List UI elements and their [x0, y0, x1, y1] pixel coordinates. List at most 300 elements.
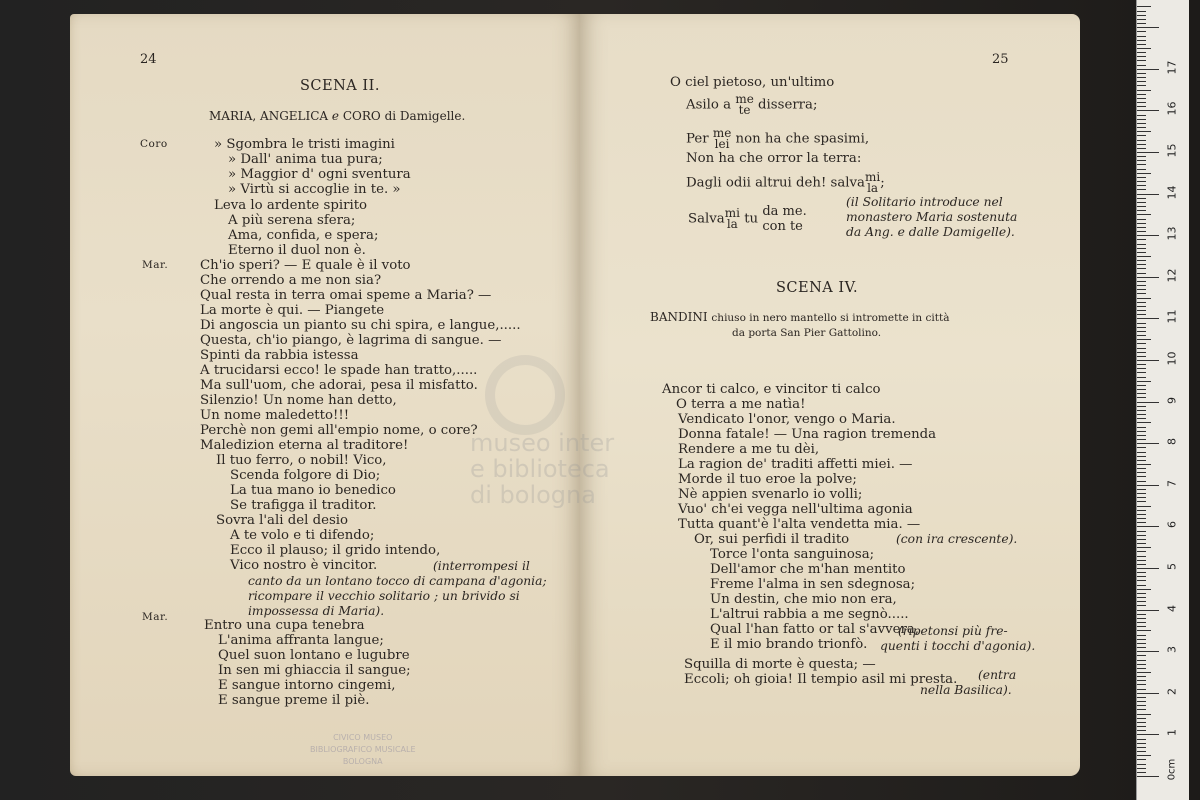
verse-line: E sangue intorno cingemi, [218, 678, 396, 693]
ruler-tick [1137, 52, 1146, 53]
verse-line: Eccoli; oh gioia! Il tempio asil mi presta. [684, 672, 958, 687]
ruler-tick [1137, 44, 1146, 45]
ruler-tick [1137, 647, 1146, 648]
ruler-tick [1137, 672, 1151, 673]
verse-line: Perchè non gemi all'empio nome, o core? [200, 423, 478, 438]
ruler-tick [1137, 743, 1146, 744]
subtitle-text: chiuso in nero mantello si intromette in città [711, 312, 950, 324]
ruler-tick [1137, 356, 1146, 357]
verse-fragment: Salva [688, 211, 725, 227]
stamp-line: BOLOGNA [342, 757, 383, 766]
ruler-number: 13 [1165, 226, 1179, 241]
verse-line: Ama, confida, e spera; [228, 228, 379, 243]
verse-line: Nè appien svenarlo io volli; [678, 487, 863, 502]
ruler-tick [1137, 684, 1146, 685]
ruler-tick [1137, 464, 1151, 465]
verse-line: Silenzio! Un nome han detto, [200, 393, 397, 408]
ruler-tick [1137, 318, 1159, 319]
ruler-tick [1137, 531, 1146, 532]
verse-fragment: Dagli odii altrui deh! salva [686, 175, 865, 191]
ruler-tick [1137, 314, 1146, 315]
ruler-tick [1137, 202, 1146, 203]
ruler-tick [1137, 81, 1146, 82]
library-stamp [310, 732, 416, 768]
verse-line: L'altrui rabbia a me segnò..... [710, 607, 909, 622]
ruler-tick [1137, 501, 1146, 502]
alt-word: da me. [762, 204, 807, 219]
ruler-tick [1137, 235, 1159, 236]
ruler-number: 6 [1165, 521, 1179, 529]
ruler-tick [1137, 372, 1146, 373]
ruler-tick [1137, 734, 1159, 735]
ruler-tick [1137, 210, 1146, 211]
ruler-tick [1137, 447, 1146, 448]
ruler-tick [1137, 485, 1159, 486]
ruler-tick [1137, 352, 1146, 353]
ruler-tick [1137, 452, 1146, 453]
verse-line: Un destin, che mio non era, [710, 592, 897, 607]
verse-line: E il mio brando trionfò. [710, 637, 868, 652]
verse-line: Or, sui perfidi il tradito [694, 532, 850, 547]
verse-line: Di angoscia un pianto su chi spira, e langue,..... [200, 318, 521, 333]
ruler-tick [1137, 526, 1159, 527]
ruler-tick [1137, 260, 1146, 261]
ruler-tick [1137, 585, 1146, 586]
ruler-tick [1137, 493, 1146, 494]
alternate-words [865, 172, 880, 194]
ruler-tick [1137, 776, 1159, 777]
ruler-tick [1137, 651, 1159, 652]
verse-line: Vico nostro è vincitor. [230, 558, 378, 573]
characters-heading [209, 109, 465, 123]
ruler-tick [1137, 339, 1151, 340]
ruler-tick [1137, 689, 1146, 690]
stage-direction: (entra [978, 668, 1017, 682]
verse-line: A te volo e ti difendo; [230, 528, 375, 543]
ruler-tick [1137, 705, 1146, 706]
ruler-tick [1137, 156, 1146, 157]
ruler-tick [1137, 106, 1146, 107]
ruler-tick [1137, 739, 1146, 740]
ruler-tick [1137, 435, 1146, 436]
ruler-tick [1137, 231, 1146, 232]
verse-line: Torce l'onta sanguinosa; [710, 547, 875, 562]
ruler-tick [1137, 556, 1146, 557]
verse-line: Squilla di morte è questa; — [684, 657, 876, 672]
ruler-number: 14 [1165, 185, 1179, 200]
verse-line: Scenda folgore di Dio; [230, 468, 381, 483]
right-page [580, 14, 1080, 776]
ruler-tick [1137, 655, 1146, 656]
ruler-tick [1137, 622, 1146, 623]
ruler-tick [1137, 597, 1146, 598]
ruler-tick [1137, 144, 1146, 145]
alt-word: te [738, 103, 751, 117]
verse-fragment: tu [744, 211, 759, 227]
ruler-number: 16 [1165, 101, 1179, 116]
ruler-tick [1137, 522, 1146, 523]
watermark-line: museo inter [470, 429, 615, 457]
ruler-tick [1137, 343, 1146, 344]
ruler-tick [1137, 48, 1151, 49]
ruler-number: 15 [1165, 143, 1179, 158]
verse-line: Dell'amor che m'han mentito [710, 562, 906, 577]
ruler-tick [1137, 302, 1146, 303]
ruler-tick [1137, 714, 1151, 715]
ruler-tick [1137, 360, 1159, 361]
verse-line: In sen mi ghiaccia il sangue; [218, 663, 411, 678]
ruler-tick [1137, 560, 1146, 561]
ruler-tick [1137, 173, 1151, 174]
alt-word: me [712, 126, 732, 140]
ruler-tick [1137, 73, 1146, 74]
ruler-tick [1137, 481, 1146, 482]
ruler-tick [1137, 660, 1146, 661]
ruler-number: 17 [1165, 60, 1179, 75]
ruler-tick [1137, 331, 1146, 332]
verse-line [686, 128, 869, 150]
verse-line: Ma sull'uom, che adorai, pesa il misfatto. [200, 378, 478, 393]
verse-line: Qual resta in terra omai speme a Maria? — [200, 288, 492, 303]
ruler-number: 4 [1165, 604, 1179, 612]
ruler-tick [1137, 460, 1146, 461]
verse-line: L'anima affranta langue; [218, 633, 384, 648]
ruler-tick [1137, 36, 1146, 37]
stage-direction: nella Basilica). [920, 683, 1012, 697]
scene-subtitle [650, 310, 949, 324]
alt-word: con te [762, 219, 803, 234]
ruler-tick [1137, 6, 1151, 7]
ruler-tick [1137, 414, 1146, 415]
ruler-tick [1137, 335, 1146, 336]
ruler-tick [1137, 668, 1146, 669]
ruler-tick [1137, 69, 1159, 70]
ruler-tick [1137, 514, 1146, 515]
ruler-tick [1137, 543, 1146, 544]
ruler-tick [1137, 40, 1146, 41]
ruler-tick [1137, 510, 1146, 511]
verse-line: Che orrendo a me non sia? [200, 273, 382, 288]
ruler-number: 1 [1165, 729, 1179, 737]
ruler-tick [1137, 630, 1151, 631]
verse-line: Maledizion eterna al traditore! [200, 438, 409, 453]
character-name: BANDINI [650, 310, 708, 324]
ruler-tick [1137, 15, 1146, 16]
ruler-tick [1137, 264, 1146, 265]
ruler-tick [1137, 389, 1146, 390]
verse-line: » Sgombra le tristi imagini [214, 137, 395, 152]
verse-fragment: non ha che spasimi, [735, 131, 870, 147]
ruler-tick [1137, 718, 1146, 719]
verse-line: La ragion de' traditi affetti miei. — [678, 457, 913, 472]
verse-line: Quel suon lontano e lugubre [218, 648, 410, 663]
verse-line: Vuo' ch'ei vegga nell'ultima agonia [678, 502, 913, 517]
verse-line: Il tuo ferro, o nobil! Vico, [216, 453, 387, 468]
speaker-mar: Mar. [142, 259, 169, 271]
verse-line: O terra a me natìa! [676, 397, 806, 412]
stage-direction: (ripetonsi più fre- [898, 624, 1008, 638]
ruler-tick [1137, 189, 1146, 190]
ruler-tick [1137, 397, 1146, 398]
ruler-tick [1137, 214, 1151, 215]
ruler-number: 7 [1165, 479, 1179, 487]
stage-direction: ricompare il vecchio solitario ; un brivido si [248, 589, 520, 603]
ruler-tick [1137, 223, 1146, 224]
ruler-tick [1137, 23, 1146, 24]
ruler-tick [1137, 90, 1151, 91]
stage-direction: canto da un lontano tocco di campana d'agonia; [248, 574, 547, 588]
verse-line: Donna fatale! — Una ragion tremenda [678, 427, 937, 442]
ruler-tick [1137, 747, 1146, 748]
ruler-tick [1137, 476, 1146, 477]
alt-word: lei [714, 137, 730, 151]
ruler-tick [1137, 626, 1146, 627]
ruler-tick [1137, 751, 1146, 752]
ruler-tick [1137, 239, 1146, 240]
ruler-tick [1137, 285, 1146, 286]
watermark-text [470, 430, 614, 508]
ruler-tick [1137, 181, 1146, 182]
verse-line: A trucidarsi ecco! le spade han tratto,..... [200, 363, 478, 378]
ruler-tick [1137, 427, 1146, 428]
ruler-tick [1137, 406, 1146, 407]
ruler-tick [1137, 593, 1146, 594]
ruler-tick [1137, 219, 1146, 220]
scene-title-right: SCENA IV. [776, 280, 859, 296]
stage-direction: (con ira crescente). [896, 532, 1018, 546]
watermark-line: e biblioteca [470, 455, 610, 483]
stage-direction: quenti i tocchi d'agonia). [880, 639, 1036, 653]
alt-word: mi [724, 206, 740, 220]
ruler-tick [1137, 293, 1146, 294]
ruler-tick [1137, 468, 1146, 469]
verse-fragment: ; [880, 175, 885, 191]
ruler-tick [1137, 248, 1146, 249]
ruler-tick [1137, 576, 1146, 577]
ruler-number: 8 [1165, 438, 1179, 446]
page-number-left: 24 [140, 52, 157, 67]
page-number-right: 25 [992, 52, 1009, 67]
verse-line: Eterno il duol non è. [228, 243, 366, 258]
alt-word: la [726, 217, 738, 231]
ruler-tick [1137, 680, 1146, 681]
stage-direction: da Ang. e dalle Damigelle). [846, 225, 1015, 239]
verse-line: Sovra l'ali del desio [216, 513, 349, 528]
ruler-tick [1137, 755, 1151, 756]
ruler-tick [1137, 568, 1159, 569]
ruler-tick [1137, 85, 1146, 86]
ruler-tick [1137, 19, 1146, 20]
ruler-tick [1137, 281, 1146, 282]
verse-line: Un nome maledetto!!! [200, 408, 350, 423]
verse-line: O ciel pietoso, un'ultimo [670, 75, 835, 90]
ruler-tick [1137, 443, 1159, 444]
ruler-tick [1137, 759, 1146, 760]
verse-line: Ecco il plauso; il grido intendo, [230, 543, 441, 558]
ruler-tick [1137, 131, 1151, 132]
ruler-tick [1137, 676, 1146, 677]
ruler-tick [1137, 693, 1159, 694]
ruler-tick [1137, 306, 1146, 307]
ruler-tick [1137, 127, 1146, 128]
ruler-tick [1137, 65, 1146, 66]
characters-names: MARIA, ANGELICA [209, 109, 329, 123]
ruler-number: 11 [1165, 309, 1179, 324]
verse-line: » Maggior d' ogni sventura [228, 167, 411, 182]
ruler-tick [1137, 664, 1146, 665]
ruler-number: 3 [1165, 646, 1179, 654]
verse-line: La tua mano io benedico [230, 483, 396, 498]
verse-line: Ch'io speri? — E quale è il voto [200, 258, 411, 273]
ruler-tick [1137, 256, 1151, 257]
alternate-words [762, 204, 806, 234]
ruler-tick [1137, 572, 1146, 573]
ruler-number: 9 [1165, 396, 1179, 404]
ruler-tick [1137, 273, 1146, 274]
ruler-tick [1137, 589, 1151, 590]
ruler-tick [1137, 327, 1146, 328]
ruler-tick [1137, 310, 1146, 311]
ruler-tick [1137, 402, 1159, 403]
ruler-tick [1137, 11, 1146, 12]
watermark-line: di bologna [470, 481, 596, 509]
ruler-tick [1137, 135, 1146, 136]
ruler-tick [1137, 206, 1146, 207]
verse-line [688, 204, 807, 234]
ruler-tick [1137, 418, 1146, 419]
verse-line: Questa, ch'io piango, è lagrima di sangue. — [200, 333, 502, 348]
ruler-tick [1137, 614, 1146, 615]
ruler-tick [1137, 726, 1146, 727]
verse-line: Leva lo ardente spirito [214, 198, 368, 213]
ruler-tick [1137, 385, 1146, 386]
verse-line [686, 172, 885, 194]
ruler-tick [1137, 160, 1146, 161]
ruler-tick [1137, 123, 1146, 124]
scene-subtitle: da porta San Pier Gattolino. [732, 327, 882, 339]
ruler-tick [1137, 506, 1151, 507]
verse-fragment: Asilo a [686, 97, 732, 113]
verse-line: Vendicato l'onor, vengo o Maria. [678, 412, 896, 427]
characters-damigelle: di Damigelle. [384, 109, 466, 123]
verse-line: Se trafigga il traditor. [230, 498, 377, 513]
ruler-tick [1137, 564, 1146, 565]
stage-direction: (il Solitario introduce nel [846, 195, 1003, 209]
measuring-ruler [1136, 0, 1189, 800]
ruler-tick [1137, 393, 1146, 394]
verse-line: » Dall' anima tua pura; [228, 152, 383, 167]
alt-word: la [867, 181, 879, 195]
ruler-tick [1137, 152, 1159, 153]
verse-line: Rendere a me tu dèi, [678, 442, 820, 457]
ruler-tick [1137, 618, 1146, 619]
ruler-tick [1137, 198, 1146, 199]
ruler-tick [1137, 110, 1159, 111]
ruler-tick [1137, 697, 1146, 698]
stage-direction: impossessa di Maria). [248, 604, 385, 618]
ruler-tick [1137, 323, 1146, 324]
ruler-tick [1137, 119, 1146, 120]
speaker-coro: Coro [140, 138, 168, 150]
ruler-tick [1137, 244, 1146, 245]
ruler-tick [1137, 431, 1146, 432]
verse-line: E sangue preme il piè. [218, 693, 370, 708]
alternate-words [735, 94, 753, 116]
ruler-tick [1137, 768, 1146, 769]
ruler-tick [1137, 709, 1146, 710]
verse-line: Non ha che orror la terra: [686, 151, 862, 166]
ruler-tick [1137, 98, 1146, 99]
ruler-tick [1137, 177, 1146, 178]
ruler-tick [1137, 169, 1146, 170]
verse-line [686, 94, 817, 116]
ruler-tick [1137, 298, 1151, 299]
ruler-tick [1137, 701, 1146, 702]
ruler-tick [1137, 772, 1146, 773]
verse-line: Freme l'alma in sen sdegnosa; [710, 577, 916, 592]
ruler-tick [1137, 410, 1146, 411]
ruler-tick [1137, 268, 1146, 269]
ruler-tick [1137, 60, 1146, 61]
ruler-tick [1137, 535, 1146, 536]
ruler-tick [1137, 518, 1146, 519]
ruler-tick [1137, 497, 1146, 498]
stamp-line: CIVICO MUSEO [333, 733, 393, 742]
watermark-logo [485, 355, 565, 435]
ruler-tick [1137, 364, 1146, 365]
ruler-tick [1137, 551, 1146, 552]
alternate-words [713, 128, 731, 150]
speaker-mar: Mar. [142, 611, 169, 623]
ruler-tick [1137, 580, 1146, 581]
characters-conj: e [331, 109, 340, 123]
ruler-tick [1137, 764, 1146, 765]
verse-line: Tutta quant'è l'alta vendetta mia. — [678, 517, 921, 532]
ruler-tick [1137, 164, 1146, 165]
alt-word: mi [864, 170, 881, 184]
ruler-number: 10 [1165, 351, 1179, 366]
ruler-number: 5 [1165, 563, 1179, 570]
stage-direction: (interrompesi il [433, 559, 530, 573]
ruler-tick [1137, 635, 1146, 636]
scene-title-left: SCENA II. [300, 78, 380, 94]
verse-line: Spinti da rabbia istessa [200, 348, 359, 363]
ruler-tick [1137, 252, 1146, 253]
ruler-tick [1137, 348, 1146, 349]
ruler-tick [1137, 102, 1146, 103]
characters-coro: CORO [342, 109, 381, 123]
ruler-tick [1137, 610, 1159, 611]
stamp-line: BIBLIOGRAFICO MUSICALE [310, 745, 416, 754]
ruler-tick [1137, 31, 1146, 32]
ruler-tick [1137, 539, 1146, 540]
verse-line: Entro una cupa tenebra [204, 618, 365, 633]
ruler-tick [1137, 472, 1146, 473]
ruler-tick [1137, 439, 1146, 440]
alt-word: me [735, 92, 754, 106]
alternate-words [725, 208, 740, 230]
ruler-tick [1137, 77, 1146, 78]
ruler-tick [1137, 489, 1146, 490]
ruler-tick [1137, 94, 1146, 95]
verse-fragment: disserra; [758, 97, 818, 113]
ruler-number: 2 [1165, 687, 1179, 695]
ruler-tick [1137, 422, 1151, 423]
ruler-tick [1137, 730, 1146, 731]
ruler-tick [1137, 148, 1146, 149]
ruler-tick [1137, 115, 1146, 116]
ruler-tick [1137, 377, 1146, 378]
